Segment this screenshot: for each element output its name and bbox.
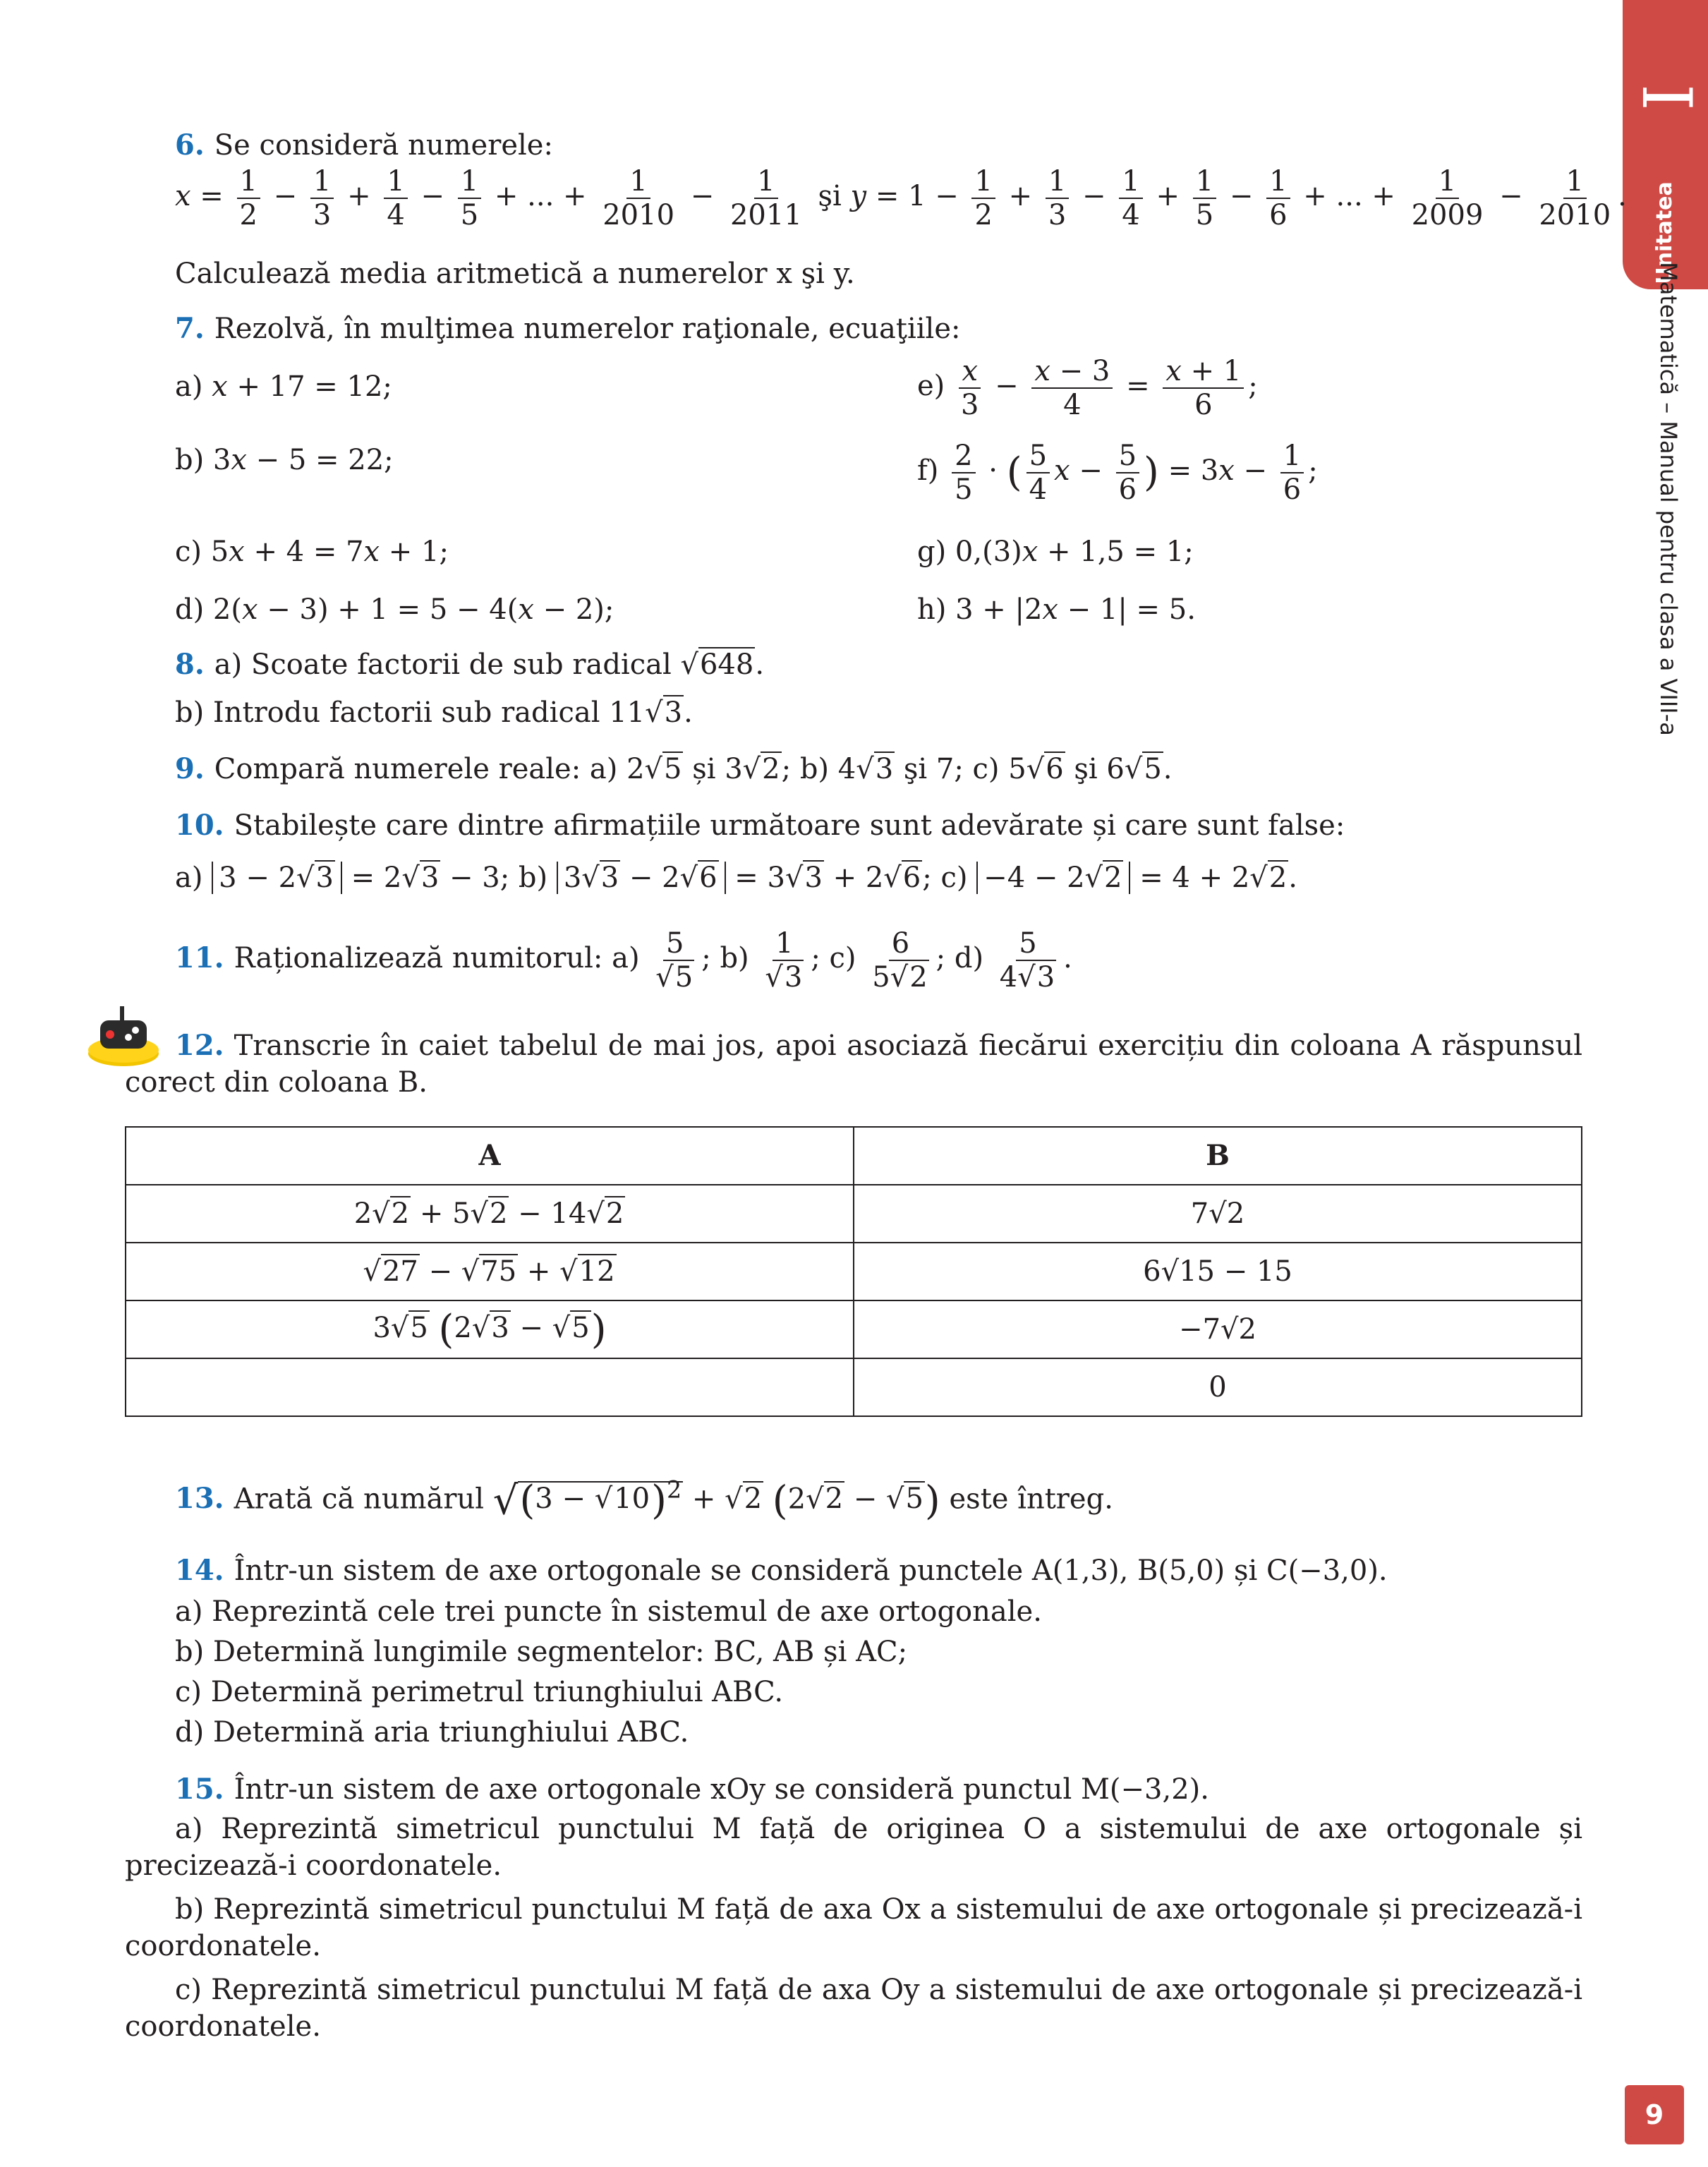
- answer-cell: 7√2: [854, 1185, 1582, 1243]
- problem-15-item-b: b) Reprezintă simetricul punctului M față de axa Ox a sistemului de axe ortogonale și precizează-i coordonatele.: [125, 1893, 1582, 1962]
- problem-15-item-c: c) Reprezintă simetricul punctului M față de axa Oy a sistemului de axe ortogonale și precizează-i coordonatele.: [125, 1974, 1582, 2043]
- table-row: [126, 1243, 1582, 1300]
- equation-b: b) 3x − 5 = 22;: [175, 444, 394, 476]
- table-row: [126, 1300, 1582, 1358]
- problem-8-b: b) Introdu factorii sub radical 11√3.: [175, 696, 693, 729]
- problem-8-a: 8. a) Scoate factorii de sub radical √648.: [175, 648, 765, 681]
- problem-14-item-a: a) Reprezintă cele trei puncte în sistemul de axe ortogonale.: [175, 1595, 1042, 1628]
- answer-cell: 0: [854, 1358, 1582, 1416]
- problem-13: 13. Arată că numărul $√(3 - √10)^2 + √2$ (2√2 − √5) este întreg.: [175, 1476, 1113, 1524]
- table-row: [126, 1185, 1582, 1243]
- exercise-cell: 3√5 (2√3 − √5): [126, 1300, 854, 1358]
- answer-cell: −7√2: [854, 1300, 1582, 1358]
- table-row: [126, 1358, 1582, 1416]
- problem-6-intro: 6. Se consideră numerele:: [175, 128, 553, 162]
- exercise-cell: [126, 1358, 854, 1416]
- equation-f: f) $\frac{2}{5}$ · ( $\frac{5}{4}$ x − $\frac{5}{6}$ ) = 3x − $\frac{1}{6}$ ;: [917, 440, 1318, 506]
- column-a-header: A: [126, 1127, 854, 1185]
- problem-14-item-b: b) Determină lungimile segmentelor: BC, AB și AC;: [175, 1636, 908, 1668]
- unit-roman-numeral: I: [1627, 84, 1706, 111]
- column-b-header: B: [854, 1127, 1582, 1185]
- problem-11: 11. Raționalizează numitorul: a) $\frac{5}{√5}$ ; b) $\frac{1}{√3}$ ; c) $\frac{6}{5√2}$ ; d) $\frac{5}{4√3}$ .: [175, 927, 1072, 994]
- problem-15-item-a: a) Reprezintă simetricul punctului M față de originea O a sistemului de axe ortogonale și precizează-i coordonatele.: [125, 1813, 1582, 1882]
- exercise-cell: 2√2 + 5√2 − 14√2: [126, 1185, 854, 1243]
- book-title: Matematică – Manual pentru clasa a VIII-a: [1655, 262, 1682, 736]
- problem-7-intro: 7. Rezolvă, în mulţimea numerelor raţionale, ecuaţiile:: [175, 312, 961, 345]
- problem-10-intro: 10. Stabilește care dintre afirmațiile următoare sunt adevărate și care sunt false:: [175, 809, 1345, 842]
- equation-e: e) $\frac{x}{3}$ − $\frac{x - 3}{4}$ = $\frac{x + 1}{6}$ ;: [917, 355, 1258, 421]
- answer-cell: 6√15 − 15: [854, 1243, 1582, 1300]
- problem-9: 9. Compară numerele reale: a) 2√5 și 3√2; b) 4√3 şi 7; c) 5√6 şi 6√5.: [175, 752, 1173, 785]
- problem-14-item-d: d) Determină aria triunghiului ABC.: [175, 1716, 689, 1749]
- equation-c: c) 5x + 4 = 7x + 1;: [175, 536, 449, 568]
- equation-d: d) 2(x − 3) + 1 = 5 − 4(x − 2);: [175, 593, 614, 626]
- table-header-row: [126, 1127, 1582, 1185]
- exercise-cell: √27 − √75 + √12: [126, 1243, 854, 1300]
- problem-15-intro: 15. Într-un sistem de axe ortogonale xOy se consideră punctul M(−3,2).: [175, 1773, 1209, 1806]
- equation-h: h) 3 + |2x − 1| = 5.: [917, 593, 1196, 626]
- problem-14-intro: 14. Într-un sistem de axe ortogonale se consideră punctele A(1,3), B(5,0) și C(−3,0).: [175, 1554, 1388, 1587]
- problem-12-text: 12. Transcrie în caiet tabelul de mai jos, apoi asociază fiecărui exercițiu din coloana A răspunsul corect din coloana B.: [125, 1029, 1582, 1099]
- problem-6-task: Calculează media aritmetică a numerelor x şi y.: [175, 258, 855, 290]
- problem-10-items: a) 3 − 2√3 = 2√3 − 3; b) 3√3 − 2√6 = 3√3 + 2√6; c) −4 − 2√2 = 4 + 2√2.: [175, 862, 1297, 894]
- equation-g: g) 0,(3)x + 1,5 = 1;: [917, 536, 1194, 568]
- equation-a: a) x + 17 = 12;: [175, 370, 392, 403]
- problem-14-item-c: c) Determină perimetrul triunghiului ABC.: [175, 1676, 784, 1708]
- page-number: 9: [1625, 2085, 1684, 2144]
- unit-label: Unitatea: [1652, 181, 1677, 284]
- problem-6-formula: x = $\frac{1}{2}$ − $\frac{1}{3}$ + $\frac{1}{4}$ − $\frac{1}{5}$ + ... + $\frac{1}{2010}$ − $\frac{1}{2011}$ şi y = 1 − $\frac{1}{2}$ + $\frac{1}{3}$ − $\frac{1}{4}$ + $\frac{1}{5}$ − $\frac{1}{6}$ + ... + $\frac{1}{2009}$ − $\frac{1}{2010}$ .: [175, 165, 1627, 231]
- matching-table: [125, 1126, 1582, 1417]
